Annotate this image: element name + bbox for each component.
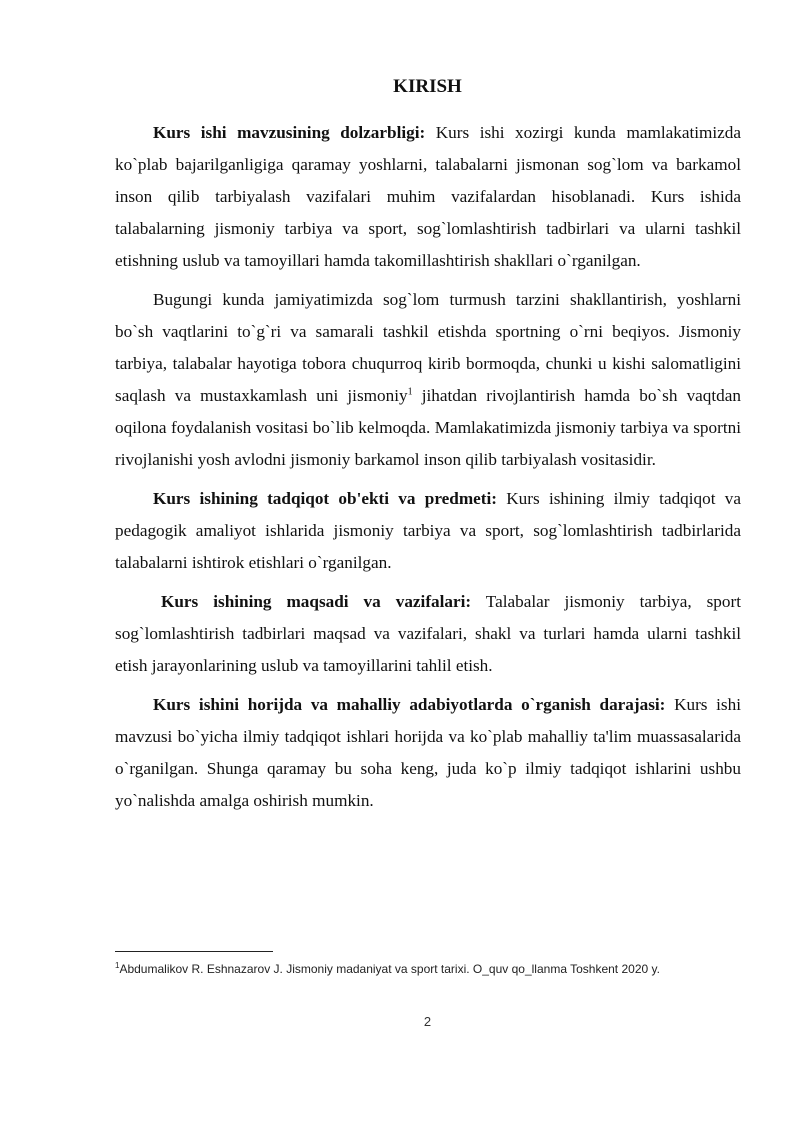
paragraph-heading: Kurs ishi mavzusining dolzarbligi: (153, 123, 426, 142)
paragraph-text: jihatdan rivojlantirish hamda bo`sh vaqtdan oqilona foydalanish vositasi bo`lib kelmoqda. Mamlakatimizda jismoniy tarbiya va sportni rivojlanishi yosh avlodni jismoniy barkamol inson qilib tarbiyalash vositasidir. (115, 386, 741, 469)
footnote-divider (115, 951, 273, 952)
footnote-mark: 1 (115, 961, 120, 970)
section-title: KIRISH (393, 76, 462, 97)
footnote-reference[interactable]: 1 (407, 386, 413, 398)
paragraph-text: Kurs ishi xozirgi kunda mamlakatimizda ko`plab bajarilganligiga qaramay yoshlarni, talabalarni jismonan sog`lom va barkamol inson qilib tarbiyalash vazifalari muhim vazifalardan hisoblanadi. Kurs ishida talabalarning jismoniy tarbiya va sport, sog`lomlashtirish tadbirlari va ularni tashkil etishning uslub va tamoyillari hamda takomillashtirish shakllari o`rganilgan. (115, 123, 741, 270)
footnote (115, 962, 755, 976)
paragraph-object-subject (115, 483, 741, 579)
paragraph-text: Kurs ishi mavzusi bo`yicha ilmiy tadqiqot ishlari horijda va ko`plab mahalliy ta'lim muassasalarida o`rganilgan. Shunga qaramay bu soha keng, juda ko`p ilmiy tadqiqot ishlarini ushbu yo`nalishda amalga oshirish mumkin. (115, 695, 741, 810)
paragraph-text: Kurs ishining ilmiy tadqiqot va pedagogik amaliyot ishlarida jismoniy tarbiya va sport, sog`lomlashtirish tadbirlarida talabalarni ishtirok etishlari o`rganilgan. (115, 489, 741, 572)
paragraph-heading: Kurs ishining maqsadi va vazifalari: (161, 592, 472, 611)
page-number: 2 (423, 1014, 432, 1029)
paragraph-today (115, 284, 741, 476)
paragraph-text: Bugungi kunda jamiyatimizda sog`lom turmush tarzini shakllantirish, yoshlarni bo`sh vaqtlarini to`g`ri va samarali tashkil etishda sportning o`rni beqiyos. Jismoniy tarbiya, talabalar hayotiga tobora chuqurroq kirib bormoqda, chunki u kishi salomatligini saqlash va mustaxkamlash uni jismoniy (115, 290, 741, 405)
paragraph-relevance (115, 117, 741, 277)
paragraph-heading: Kurs ishining tadqiqot ob'ekti va predmeti: (153, 489, 497, 508)
paragraph-text: Talabalar jismoniy tarbiya, sport sog`lomlashtirish tadbirlari maqsad va vazifalari, shakl va turlari hamda ularni tashkil etish jarayonlarining uslub va tamoyillarini tahlil etish. (115, 592, 741, 675)
body-text (115, 117, 741, 824)
paragraph-heading: Kurs ishini horijda va mahalliy adabiyotlarda o`rganish darajasi: (153, 695, 666, 714)
paragraph-goals (115, 586, 741, 682)
paragraph-literature (115, 689, 741, 817)
footnote-text: Abdumalikov R. Eshnazarov J. Jismoniy madaniyat va sport tarixi. O_quv qo_llanma Toshkent 2020 y. (119, 962, 660, 976)
